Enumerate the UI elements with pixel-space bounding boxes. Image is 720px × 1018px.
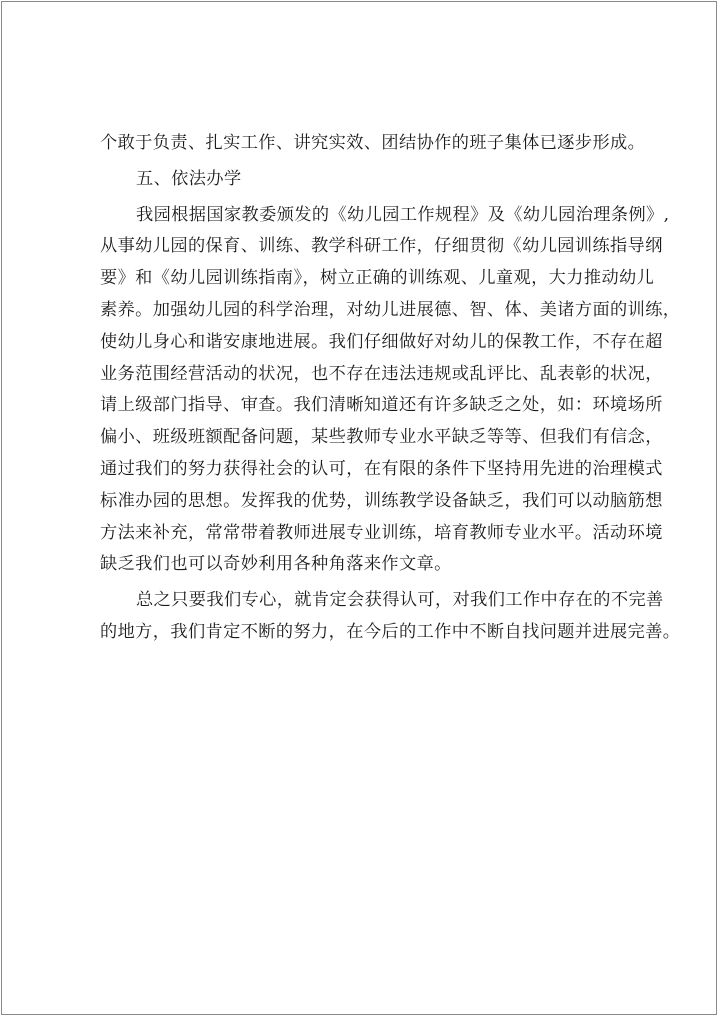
paragraph-line: 总之只要我们专心，就肯定会获得认可，对我们工作中存在的不完善 (136, 590, 664, 611)
paragraph-line: 偏小、班级班额配备问题，某些教师专业水平缺乏等等、但我们有信念， (100, 427, 663, 448)
section-heading: 五、依法办学 (136, 168, 242, 189)
paragraph-line: 我园根据国家教委颁发的《幼儿园工作规程》及《幼儿园治理条例》, (136, 204, 670, 225)
paragraph-line: 通过我们的努力获得社会的认可，在有限的条件下坚持用先进的治理模式 (100, 458, 663, 479)
document-body (100, 128, 681, 649)
paragraph-line: 从事幼儿园的保育、训练、教学科研工作，仔细贯彻《幼儿园训练指导纲 (100, 236, 663, 257)
paragraph (100, 585, 681, 649)
paragraph-line: 要》和《幼儿园训练指南》，树立正确的训练观、儿童观，大力推动幼儿 (100, 268, 655, 289)
paragraph-line: 的地方，我们肯定不断的努力，在今后的工作中不断自找问题并进展完善。 (100, 621, 681, 642)
paragraph-line: 请上级部门指导、审查。我们清晰知道还有许多缺乏之处，如：环境场所 (100, 395, 663, 416)
paragraph-line: 方法来补充，常常带着教师进展专业训练，培育教师专业水平。活动环境 (100, 522, 663, 543)
paragraph-line: 缺乏我们也可以奇妙利用各种角落来作文章。 (100, 554, 452, 575)
paragraph-line: 个敢于负责、扎实工作、讲究实效、团结协作的班子集体已逐步形成。 (100, 133, 646, 153)
paragraph-line: 标准办园的思想。发挥我的优势，训练教学设备缺乏，我们可以动脑筋想 (100, 490, 663, 511)
paragraph-line: 使幼儿身心和谐安康地进展。我们仔细做好对幼儿的保教工作，不存在超 (100, 331, 663, 352)
paragraph (100, 200, 681, 582)
paragraph-line: 业务范围经营活动的状况，也不存在违法违规或乱评比、乱表彰的状况， (100, 363, 663, 384)
paragraph-line: 素养。加强幼儿园的科学治理，对幼儿进展德、智、体、美诸方面的训练， (100, 299, 681, 320)
